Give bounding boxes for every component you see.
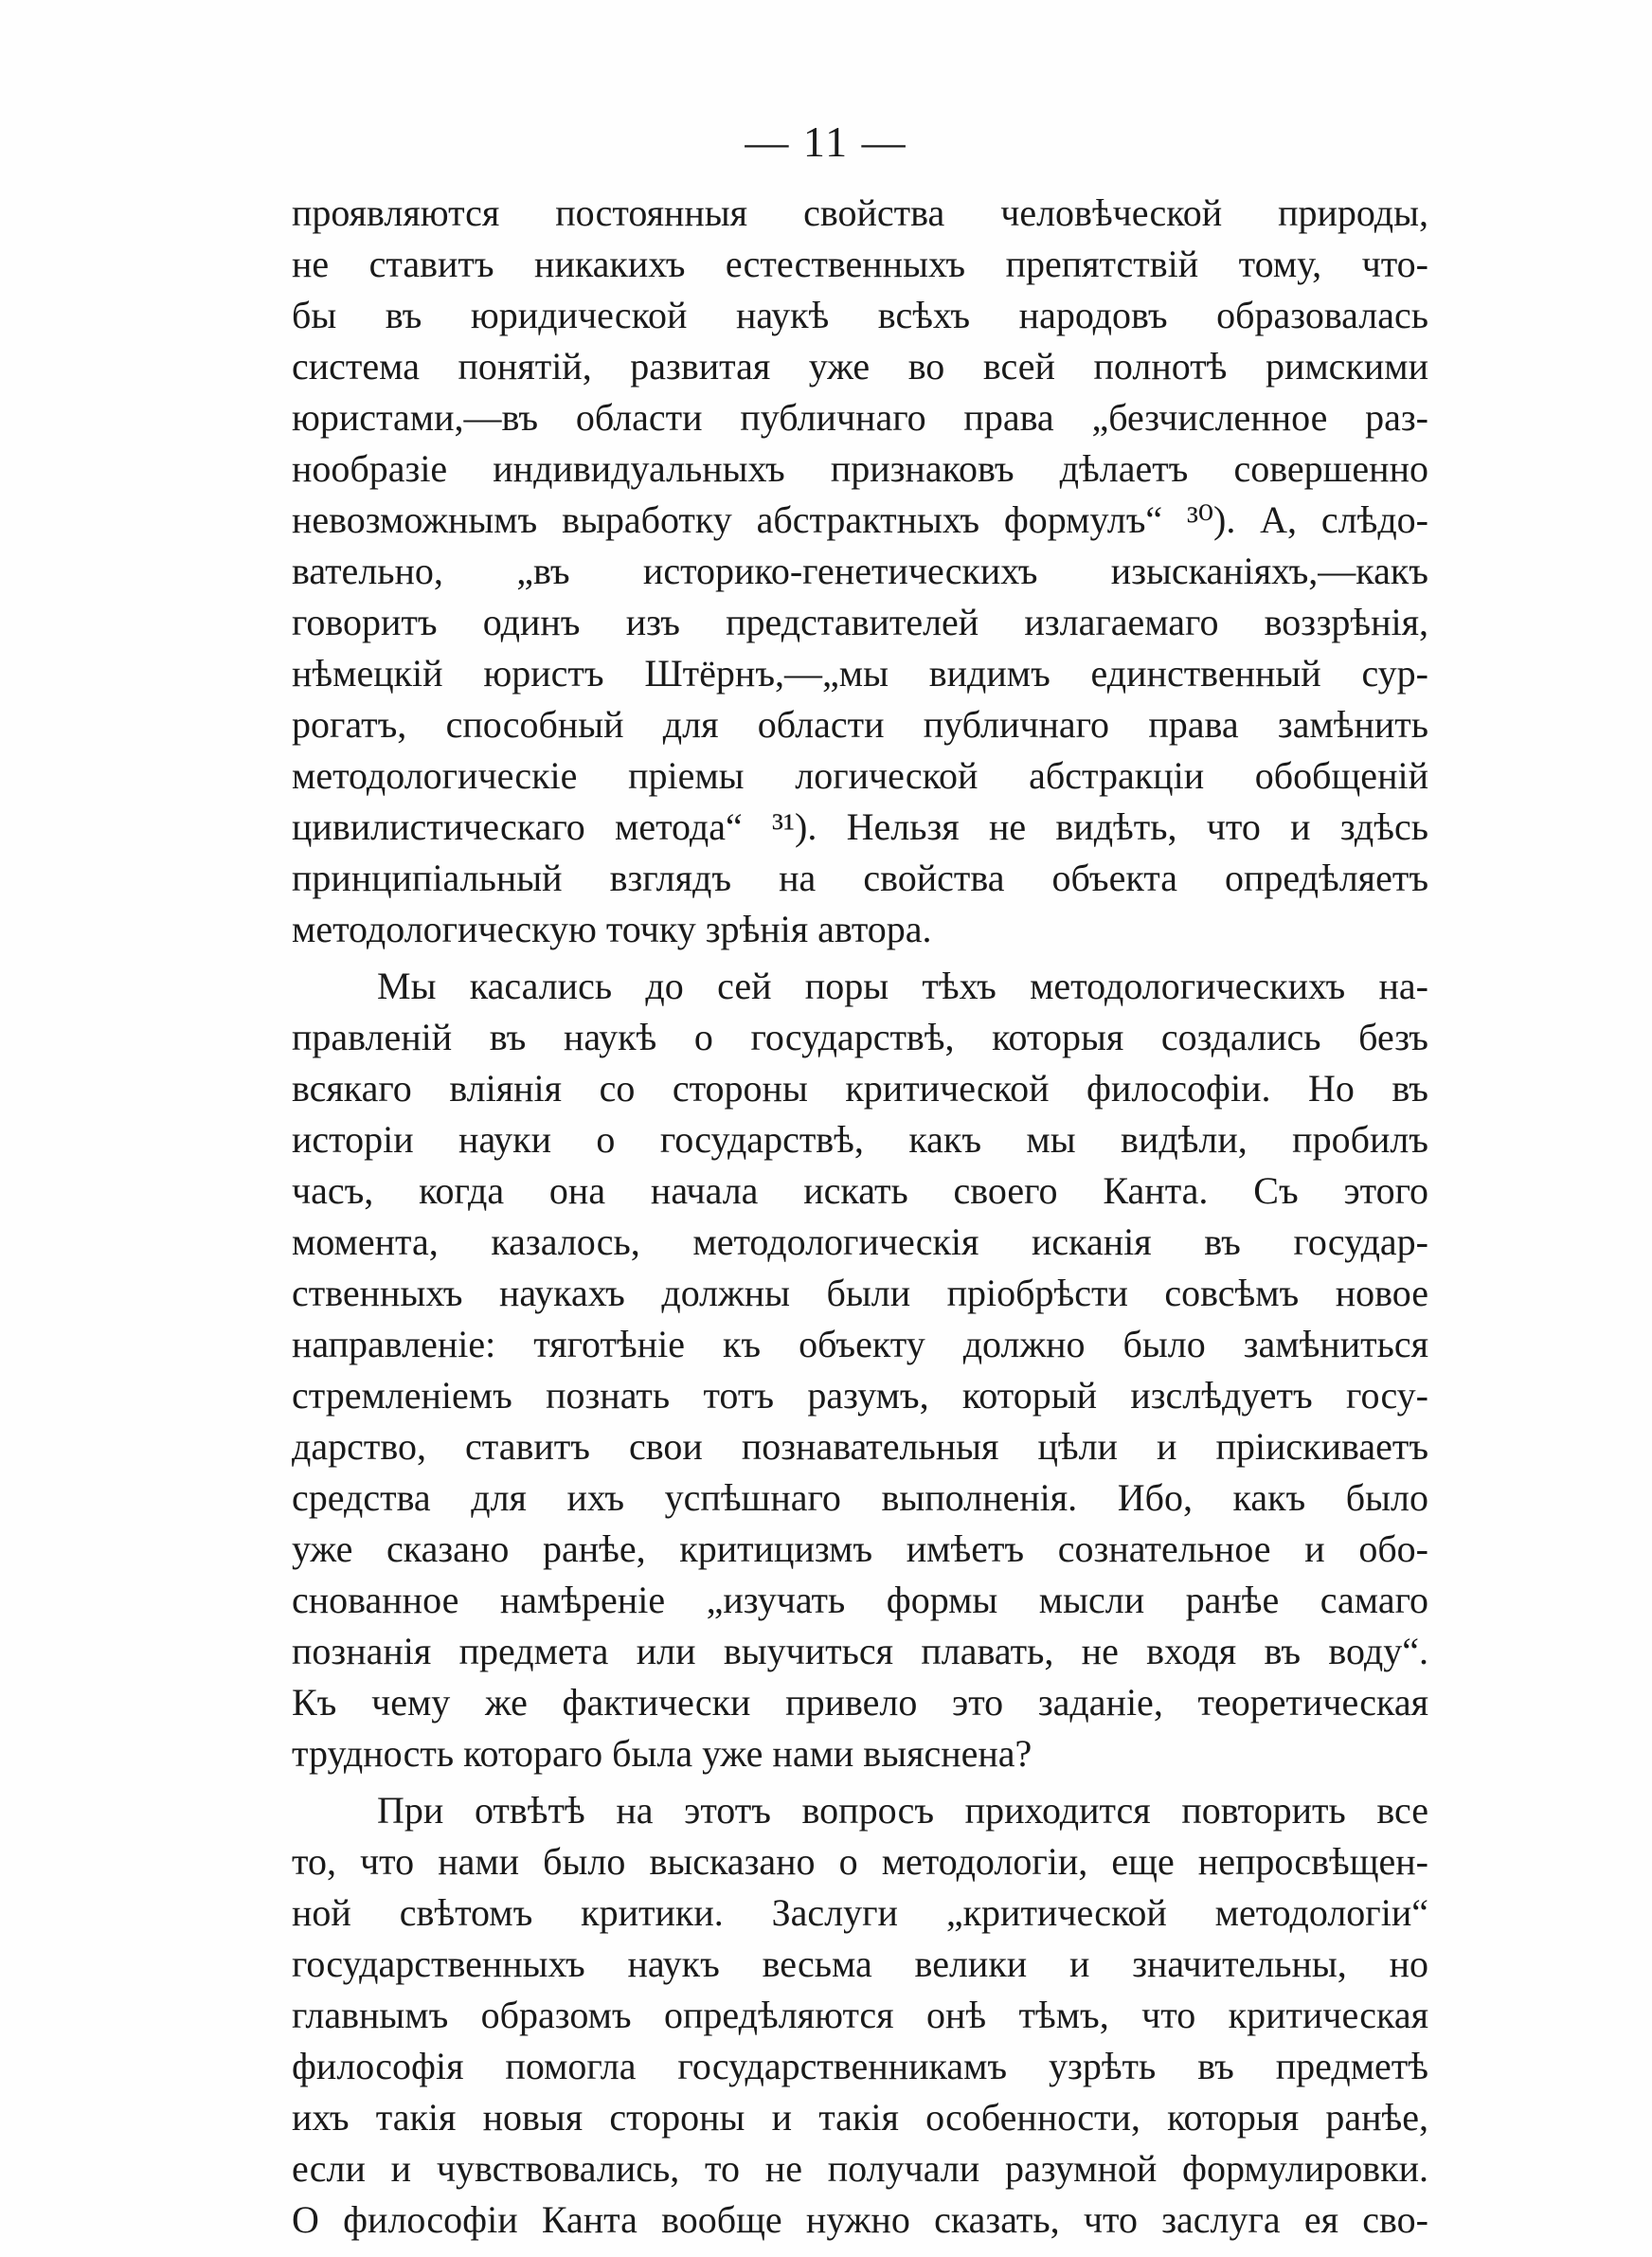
- text-line: стремленіемъ познать тотъ разумъ, который изслѣдуетъ госу-: [292, 1374, 1428, 1417]
- text-line: ихъ такія новыя стороны и такія особенности, которыя ранѣе,: [292, 2096, 1428, 2139]
- text-line: говоритъ одинъ изъ представителей излагаемаго воззрѣнія,: [292, 601, 1428, 643]
- paragraph-2: [292, 961, 1428, 1779]
- text-line: Къ чему же фактически привело это заданіе, теоретическая: [292, 1681, 1428, 1724]
- text-line: философія помогла государственникамъ узрѣть въ предметѣ: [292, 2045, 1428, 2087]
- text-line: снованное намѣреніе „изучать формы мысли ранѣе самаго: [292, 1579, 1428, 1621]
- text-line: методологическіе пріемы логической абстракціи обобщеній: [292, 754, 1428, 797]
- text-line: методологическую точку зрѣнія автора.: [292, 908, 932, 950]
- text-line: Мы касались до сей поры тѣхъ методологическихъ на-: [377, 965, 1428, 1007]
- page-number: — 11 —: [745, 117, 907, 166]
- text-line: цивилистическаго метода“ ³¹). Нельзя не видѣть, что и здѣсь: [292, 805, 1428, 848]
- text-line: нѣмецкій юристъ Штёрнъ,—„мы видимъ единственный сур-: [292, 652, 1428, 695]
- text-line: средства для ихъ успѣшнаго выполненія. Ибо, какъ было: [292, 1476, 1428, 1519]
- text-line: О философіи Канта вообще нужно сказать, что заслуга ея сво-: [292, 2198, 1428, 2241]
- text-line: главнымъ образомъ опредѣляются онѣ тѣмъ, что критическая: [292, 1994, 1428, 2036]
- text-line: трудность котораго была уже нами выяснена?: [292, 1732, 1032, 1775]
- text-line: проявляются постоянныя свойства человѣческой природы,: [292, 191, 1428, 234]
- text-line: познанія предмета или выучиться плавать, не входя въ воду“.: [292, 1630, 1428, 1672]
- text-line: направленіе: тяготѣніе къ объекту должно было замѣниться: [292, 1323, 1428, 1365]
- text-line: всякаго вліянія со стороны критической философіи. Но въ: [292, 1067, 1428, 1110]
- text-line: исторіи науки о государствѣ, какъ мы видѣли, пробилъ: [292, 1118, 1428, 1161]
- text-line: ственныхъ наукахъ должны были пріобрѣсти совсѣмъ новое: [292, 1272, 1428, 1314]
- text-line: если и чувствовались, то не получали разумной формулировки.: [292, 2147, 1428, 2190]
- text-line: При отвѣтѣ на этотъ вопросъ приходится повторить все: [377, 1789, 1428, 1832]
- text-line: юристами,—въ области публичнаго права „безчисленное раз-: [292, 396, 1428, 439]
- paragraph-1: [292, 188, 1428, 955]
- text-line: не ставитъ никакихъ естественныхъ препятствій тому, что-: [292, 243, 1428, 285]
- text-line: система понятій, развитая уже во всей полнотѣ римскими: [292, 345, 1428, 388]
- text-line: уже сказано ранѣе, критицизмъ имѣетъ сознательное и обо-: [292, 1527, 1428, 1570]
- text-line: вательно, „въ историко-генетическихъ изысканіяхъ,—какъ: [292, 550, 1428, 592]
- text-line: ной свѣтомъ критики. Заслуги „критической методологіи“: [292, 1891, 1428, 1934]
- text-line: то, что нами было высказано о методологіи, еще непросвѣщен-: [292, 1840, 1428, 1883]
- text-line: рогатъ, способный для области публичнаго права замѣнить: [292, 703, 1428, 746]
- text-line: бы въ юридической наукѣ всѣхъ народовъ образовалась: [292, 294, 1428, 336]
- text-line: правленій въ наукѣ о государствѣ, которыя создались безъ: [292, 1016, 1428, 1058]
- text-line: дарство, ставитъ свои познавательныя цѣли и пріискиваетъ: [292, 1425, 1428, 1468]
- text-line: невозможнымъ выработку абстрактныхъ формулъ“ ³⁰). А, слѣдо-: [292, 498, 1428, 541]
- text-line: принципіальный взглядъ на свойства объекта опредѣляетъ: [292, 857, 1428, 899]
- paragraph-3: [292, 1785, 1428, 2246]
- text-line: государственныхъ наукъ весьма велики и значительны, но: [292, 1942, 1428, 1985]
- text-line: часъ, когда она начала искать своего Канта. Съ этого: [292, 1169, 1428, 1212]
- text-line: нообразіе индивидуальныхъ признаковъ дѣлаетъ совершенно: [292, 447, 1428, 490]
- text-line: момента, казалось, методологическія исканія въ государ-: [292, 1220, 1428, 1263]
- body-text: [292, 188, 1428, 2246]
